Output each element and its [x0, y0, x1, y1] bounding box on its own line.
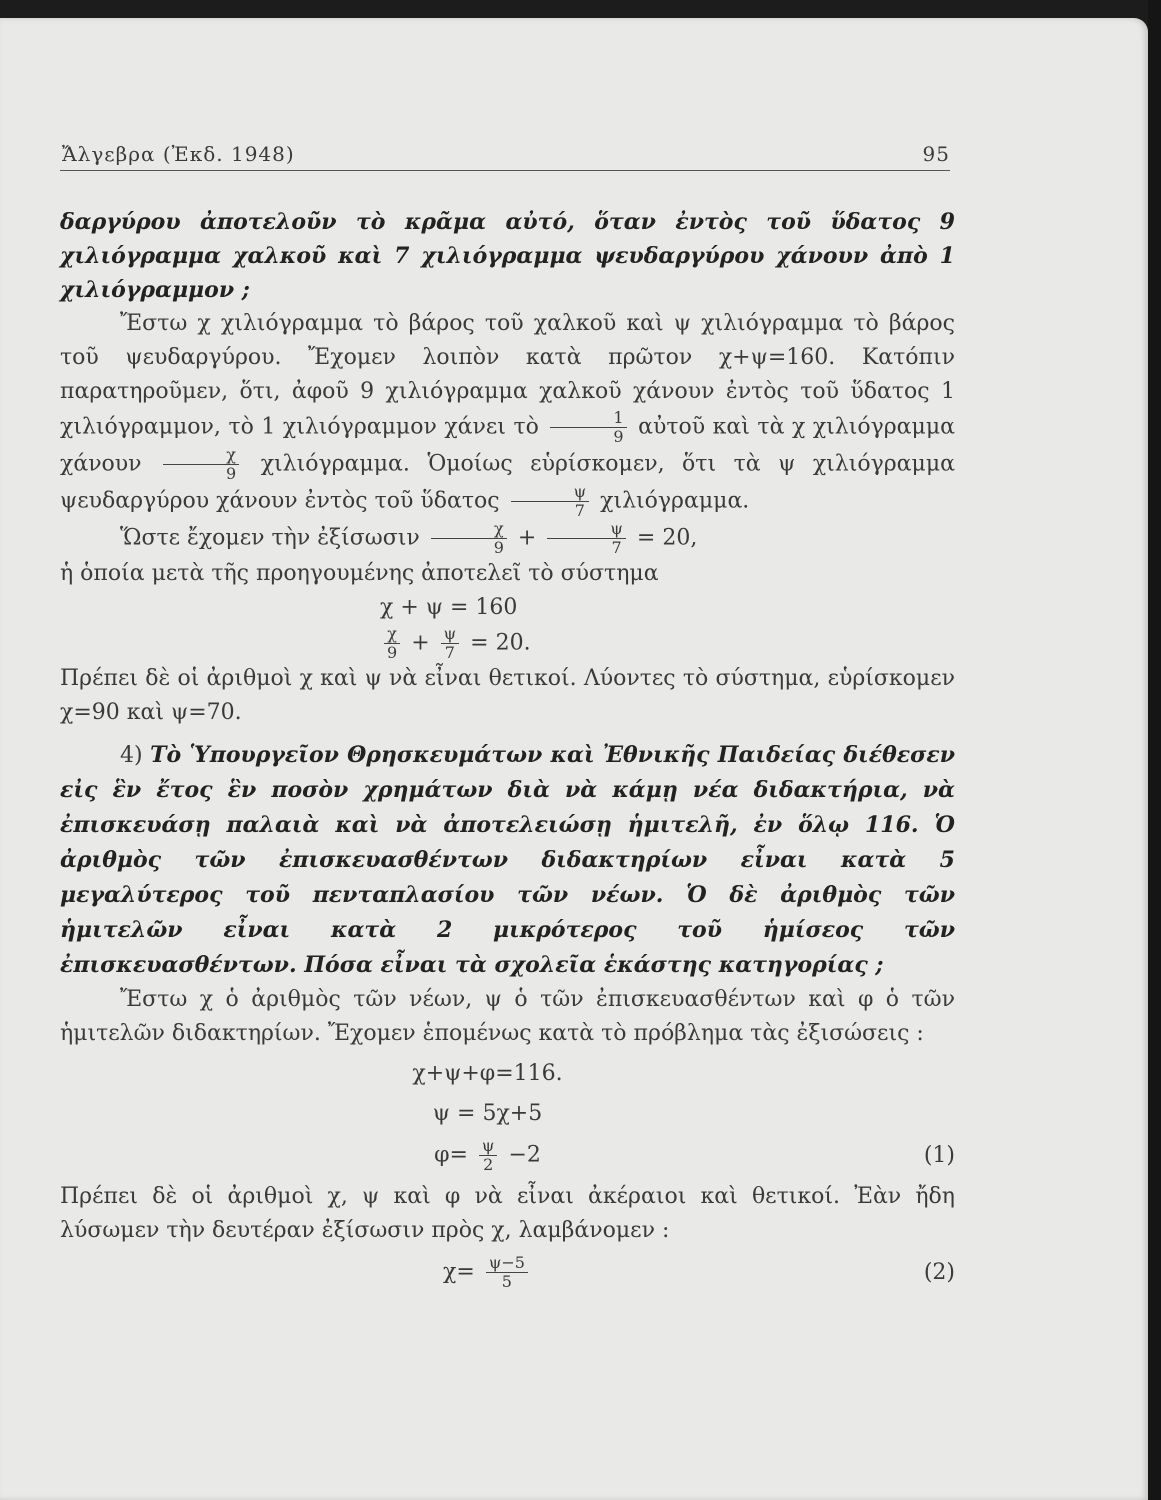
plus-sign: + [411, 630, 430, 656]
frac-den: 9 [387, 643, 398, 662]
frac-den: 9 [613, 427, 624, 446]
text-run: χιλιόγραμμα. Ὁμοίως εὑρίσκομεν, ὅτι τὰ ψ χιλιόγραμμα ψευδαργύρου χάνουν ἐντὸς τοῦ ὕδατος [60, 451, 955, 514]
sys-fraction-y-7 [441, 625, 460, 662]
frac-num: ψ [479, 1137, 498, 1156]
frac-den: 2 [483, 1155, 494, 1174]
problem3-statement: δαργύρου ἀποτελοῦν τὸ κρᾶμα αὐτό, ὅταν ἐντὸς τοῦ ὕδατος 9 χιλιόγραμμα χαλκοῦ καὶ 7 χιλιόγραμμα ψευδαργύρου χάνουν ἀπὸ 1 χιλιόγραμμον ; [60, 209, 955, 303]
frac-den: 9 [493, 538, 504, 557]
equation-label: (1) [923, 1142, 955, 1168]
frac-den: 7 [574, 501, 585, 520]
page-body [60, 205, 955, 1297]
page-header [60, 140, 950, 171]
eq-fraction-y-7 [547, 520, 626, 557]
plus-sign: + [517, 525, 537, 551]
frac-num: ψ [511, 483, 590, 502]
eq-rhs: = 20. [470, 630, 531, 656]
text-run: αὐτοῦ καὶ τὰ χ χιλιόγραμμα χάνουν [60, 414, 955, 477]
problem4-solution-2: Πρέπει δὲ οἱ ἀριθμοὶ χ, ψ καὶ φ νὰ εἶναι ἀκέραιοι καὶ θετικοί. Ἐὰν ἤδη λύσωμεν τὴν δευτέραν ἐξίσωσιν πρὸς χ, λαμβάνομεν : [60, 1184, 955, 1243]
fraction-y-2 [479, 1137, 498, 1174]
running-title: Ἄλγεβρα (Ἐκδ. 1948) [62, 142, 295, 166]
problem3-conclusion: Πρέπει δὲ οἱ ἀριθμοὶ χ καὶ ψ νὰ εἶναι θετικοί. Λύοντες τὸ σύστημα, εὑρίσκομεν χ=90 καὶ ψ=70. [60, 666, 955, 725]
problem3-system-intro: ἡ ὁποία μετὰ τῆς προηγουμένης ἀποτελεῖ τὸ σύστημα [60, 561, 659, 586]
text-run: Ὥστε ἔχομεν τὴν ἐξίσωσιν [120, 525, 420, 551]
eq-fraction-x-9 [431, 520, 507, 557]
problem-number: 4) [120, 743, 143, 768]
equation-2 [60, 1254, 955, 1291]
problem4-text: Τὸ Ὑπουργεῖον Θρησκευμάτων καὶ Ἐθνικῆς Παιδείας διέθεσεν εἰς ἓν ἔτος ἓν ποσὸν χρημάτων διὰ νὰ κάμῃ νέα διδακτήρια, νὰ ἐπισκευάσῃ παλαιὰ καὶ νὰ ἀποτελειώσῃ ἡμιτελῆ, ἐν ὅλῳ 116. Ὁ ἀριθμὸς τῶν ἐπισκευασθέντων διδακτηρίων εἶναι κατὰ 5 μεγαλύτερος τοῦ πενταπλασίου τῶν νέων. Ὁ δὲ ἀριθμὸς τῶν ἡμιτελῶν εἶναι κατὰ 2 μικρότερος τοῦ ἡμίσεος τῶν ἐπισκευασθέντων. Πόσα εἶναι τὰ σχολεῖα ἑκάστης κατηγορίας ; [60, 742, 955, 978]
system-eq1: χ + ψ = 160 [380, 595, 518, 620]
fraction-x-9 [163, 446, 239, 483]
frac-den: 7 [444, 643, 455, 662]
text-run: χιλιόγραμμα. [600, 488, 750, 514]
frac-num: 1 [550, 409, 626, 428]
frac-num: ψ [441, 625, 460, 644]
frac-den: 7 [611, 538, 622, 557]
problem3-equation-line [60, 520, 955, 557]
eq-lhs: χ= [443, 1259, 475, 1285]
equation-text: χ+ψ+φ=116. [412, 1061, 563, 1086]
fraction-y-minus-5-over-5 [486, 1254, 528, 1291]
equation-text [60, 1137, 915, 1174]
frac-num: χ [431, 520, 507, 539]
text-run: Ἔστω χ χιλιόγραμμα τὸ βάρος τοῦ χαλκοῦ καὶ ψ χιλιόγραμμα τὸ βάρος τοῦ ψευδαργύρου. Ἔχομεν λοιπὸν κατὰ πρῶτον χ+ψ=160. Κατόπιν παρατηροῦμεν, ὅτι, ἀφοῦ 9 χιλιόγραμμα χαλκοῦ χάνουν ἐντὸς τοῦ ὕδατος 1 χιλιόγραμμον, τὸ 1 χιλιόγραμμον χάνει τὸ [60, 311, 955, 440]
problem3-solution-1 [60, 307, 955, 520]
equation-text [60, 1254, 915, 1291]
page-edge-shadow [1148, 0, 1161, 1500]
eq-rhs: −2 [508, 1142, 541, 1168]
equation-1a [60, 1057, 955, 1091]
fraction-1-9 [550, 409, 626, 446]
frac-den: 9 [226, 464, 237, 483]
frac-num: ψ [547, 520, 626, 539]
system-eq2 [380, 625, 955, 662]
equation-label: (2) [923, 1259, 955, 1285]
sys-fraction-x-9 [384, 625, 400, 662]
eq-lhs: φ= [434, 1142, 468, 1168]
problem4-solution-1: Ἔστω χ ὁ ἀριθμὸς τῶν νέων, ψ ὁ τῶν ἐπισκευασθέντων καὶ φ ὁ τῶν ἡμιτελῶν διδακτηρίων. Ἔχομεν ἑπομένως κατὰ τὸ πρόβλημα τὰς ἐξισώσεις : [60, 987, 955, 1046]
equation-text: ψ = 5χ+5 [432, 1101, 543, 1126]
problem4-statement [60, 738, 955, 983]
page-number: 95 [922, 142, 950, 166]
fraction-y-7 [511, 483, 590, 520]
equation-1c [60, 1137, 955, 1174]
frac-num: ψ−5 [486, 1254, 528, 1273]
eq-rhs: = 20, [636, 525, 698, 551]
frac-num: χ [163, 446, 239, 465]
frac-den: 5 [501, 1272, 512, 1291]
frac-num: χ [384, 625, 400, 644]
equation-1b [60, 1097, 955, 1131]
